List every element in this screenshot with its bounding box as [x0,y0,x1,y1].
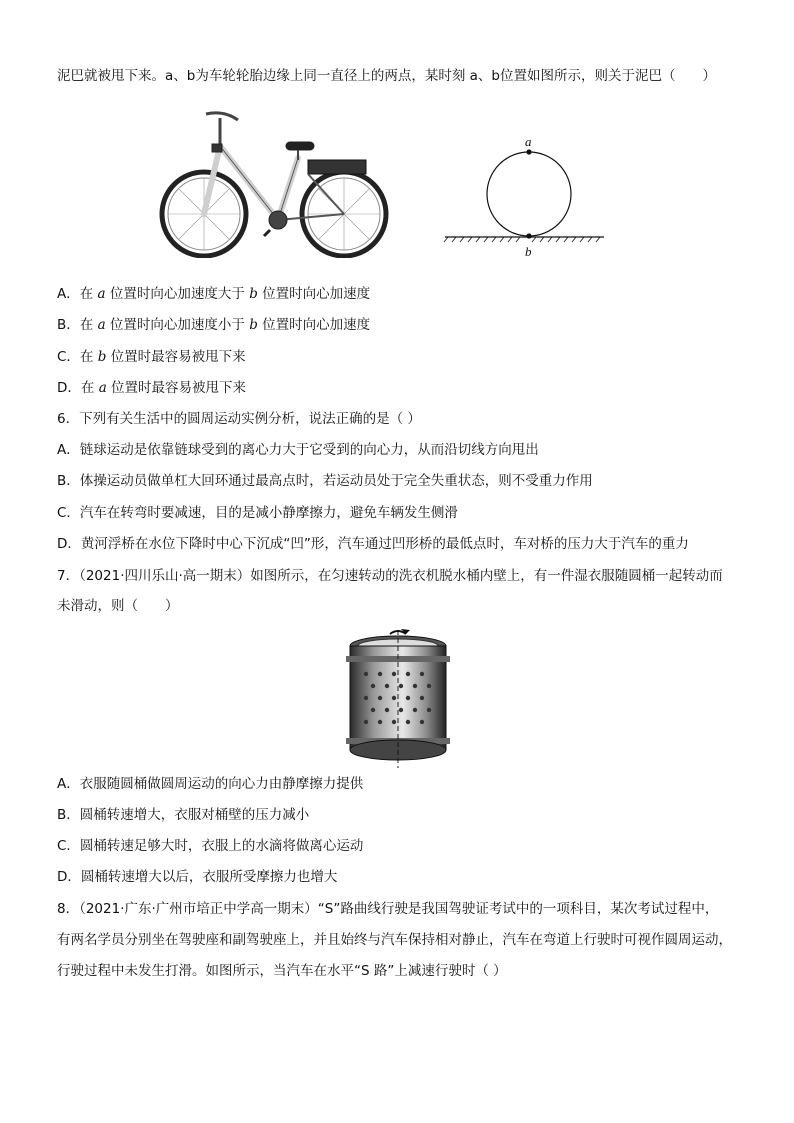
wheel-diagram [440,132,610,262]
point-a [526,149,531,154]
q6-stem: 6．下列有关生活中的圆周运动实例分析，说法正确的是（ ） [57,411,421,427]
q5-option-a[interactable]: A．在 a 位置时向心加速度大于 b 位置时向心加速度 [57,286,371,302]
point-b [526,233,531,238]
q8-stem-line2: 有两名学员分别坐在驾驶座和副驾驶座上，并且始终与汽车保持相对静止，汽车在弯道上行驶时可视作圆周运动， [57,932,732,948]
q7-stem-line2: 未滑动，则（ ） [57,598,179,614]
q6-option-b[interactable]: B．体操运动员做单杠大回环通过最高点时，若运动员处于完全失重状态，则不受重力作用 [57,473,593,489]
q5-option-b[interactable]: B．在 a 位置时向心加速度小于 b 位置时向心加速度 [57,317,371,333]
bicycle-figure [158,108,390,258]
q5-stem: 泥巴就被甩下来。a、b为车轮轮胎边缘上同一直径上的两点，某时刻 a、b位置如图所示，则关于泥巴（ ） [57,68,716,84]
q5-option-c[interactable]: C．在 b 位置时最容易被甩下来 [57,349,246,365]
label-a: a [525,134,532,149]
q7-option-d[interactable]: D．圆桶转速增大以后，衣服所受摩擦力也增大 [57,869,338,885]
q6-option-d[interactable]: D．黄河浮桥在水位下降时中心下沉成“凹”形，汽车通过凹形桥的最低点时，车对桥的压力大于汽车的重力 [57,536,689,552]
ground-hatching [444,237,600,242]
q8-stem-line1: 8．（2021·广东·广州市培正中学高一期末）“S”路曲线行驶是我国驾驶证考试中的一项科目，某次考试过程中， [57,901,719,917]
label-b: b [525,244,532,259]
q6-option-a[interactable]: A．链球运动是依靠链球受到的离心力大于它受到的向心力，从而沿切线方向甩出 [57,442,539,458]
wheel-circle [487,152,571,236]
q7-option-a[interactable]: A．衣服随圆桶做圆周运动的向心力由静摩擦力提供 [57,776,364,792]
q5-option-d[interactable]: D．在 a 位置时最容易被甩下来 [57,380,247,396]
q7-option-b[interactable]: B．圆桶转速增大，衣服对桶壁的压力减小 [57,807,310,823]
q8-stem-line3: 行驶过程中未发生打滑。如图所示，当汽车在水平“S 路”上减速行驶时（ ） [57,963,507,979]
q7-option-c[interactable]: C．圆桶转速足够大时，衣服上的水滴将做离心运动 [57,838,364,854]
q7-stem-line1: 7．（2021·四川乐山·高一期末）如图所示，在匀速转动的洗衣机脱水桶内壁上，有一件湿衣服随圆桶一起转动而 [57,568,723,584]
spin-drum-figure [340,626,456,770]
q6-option-c[interactable]: C．汽车在转弯时要减速，目的是减小静摩擦力，避免车辆发生侧滑 [57,505,458,521]
